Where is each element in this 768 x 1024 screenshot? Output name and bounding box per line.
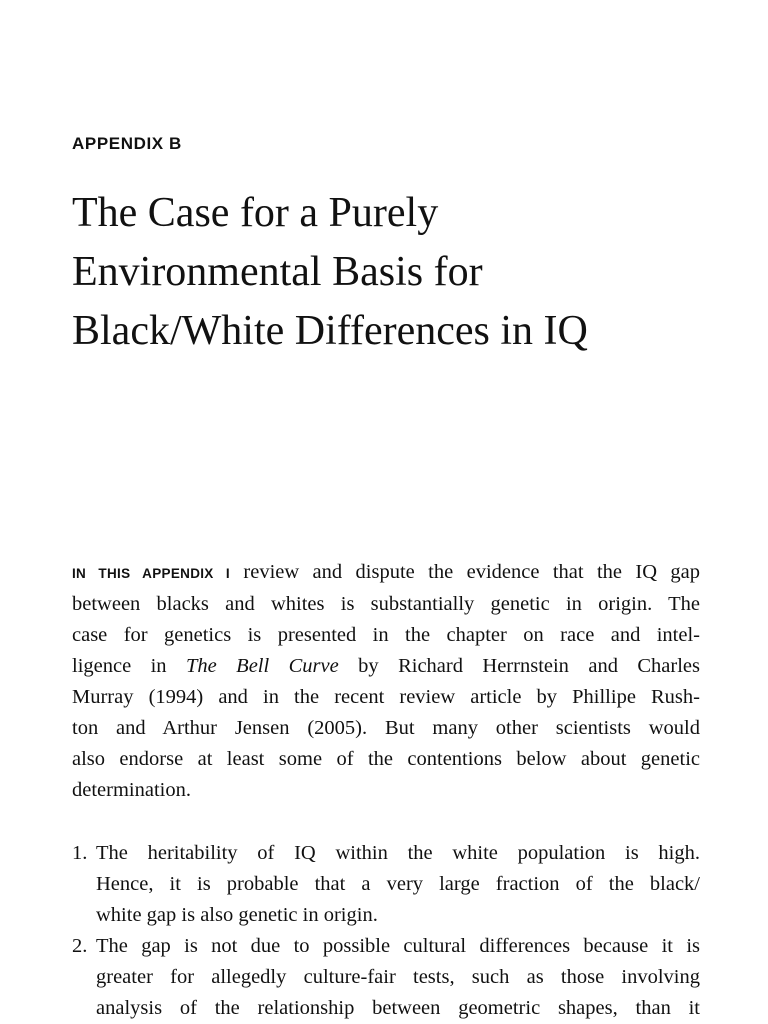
list-item-number: 2.	[72, 935, 88, 957]
list-item-line: greater for allegedly culture-fair tests, such as those involving	[96, 966, 700, 988]
list-item-line: The heritability of IQ within the white population is high.	[96, 842, 700, 864]
list-item-line: white gap is also genetic in origin.	[96, 904, 378, 926]
intro-line-8: determination.	[72, 779, 191, 801]
title-line-2: Environmental Basis for	[72, 249, 483, 295]
intro-paragraph	[72, 557, 700, 806]
book-title: The Bell Curve	[186, 655, 339, 677]
list-item	[72, 931, 700, 1024]
chapter-title	[72, 184, 752, 361]
intro-line-3: case for genetics is presented in the chapter on race and intel-	[72, 624, 700, 646]
list-item-number: 1.	[72, 842, 88, 864]
intro-line-2: between blacks and whites is substantially genetic in origin. The	[72, 593, 700, 615]
appendix-label: APPENDIX B	[72, 134, 182, 153]
intro-line-7: also endorse at least some of the contentions below about genetic	[72, 748, 700, 770]
title-line-1: The Case for a Purely	[72, 190, 439, 236]
intro-line-4-start: ligence in	[72, 655, 167, 677]
intro-line-1	[72, 557, 700, 589]
title-line-3: Black/White Differences in IQ	[72, 308, 588, 354]
intro-lead-in: IN THIS APPENDIX I	[72, 566, 230, 581]
intro-line-6: ton and Arthur Jensen (2005). But many other scientists would	[72, 717, 700, 739]
list-item-line: The gap is not due to possible cultural differences because it is	[96, 935, 700, 957]
list-item-line: Hence, it is probable that a very large fraction of the black/	[96, 873, 700, 895]
list-item	[72, 838, 700, 931]
intro-line-1-text: review and dispute the evidence that the IQ gap	[243, 561, 701, 583]
intro-line-4	[72, 651, 700, 682]
list-item-line: analysis of the relationship between geometric shapes, than it	[96, 997, 700, 1019]
intro-line-5: Murray (1994) and in the recent review article by Phillipe Rush-	[72, 686, 700, 708]
intro-line-4-end: by Richard Herrnstein and Charles	[358, 655, 701, 677]
contention-list	[72, 838, 700, 1024]
